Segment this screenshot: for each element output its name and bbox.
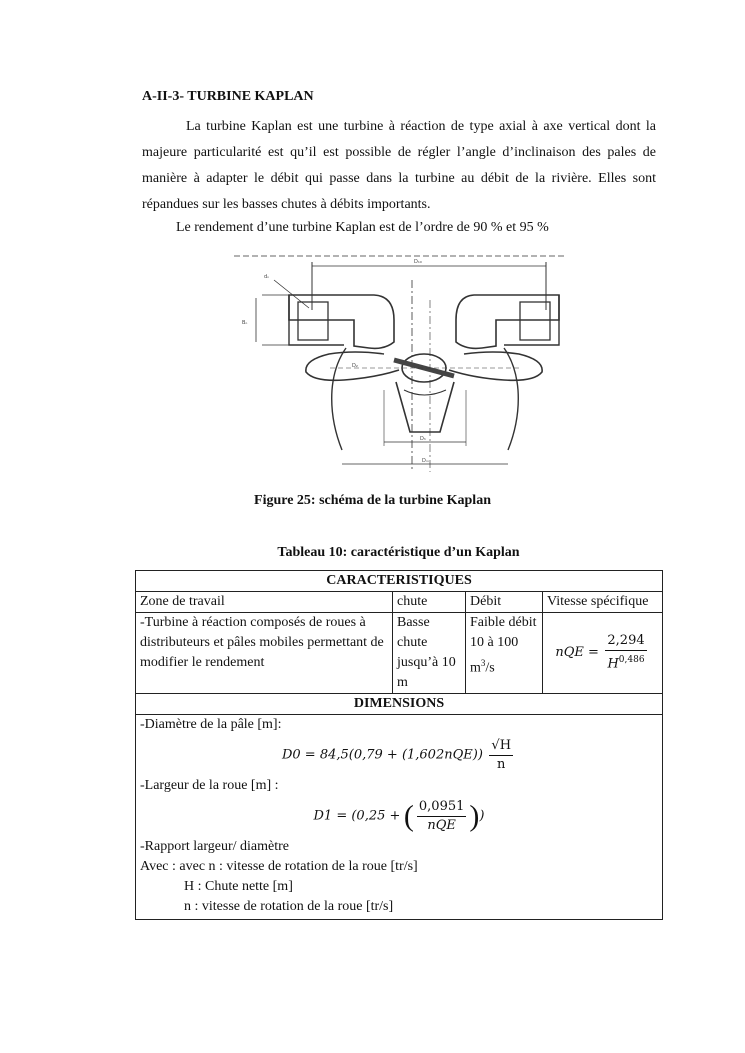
cell-vitesse	[543, 613, 663, 694]
d0-lhs: D0 = 84,5(0,79 + (1,602nQE))	[281, 747, 483, 763]
section-characteristics: CARACTERISTIQUES	[136, 571, 663, 592]
table-header-row	[136, 592, 663, 613]
section-dimensions: DIMENSIONS	[136, 694, 663, 715]
debit-text: Faible débit 10 à 100 m	[470, 615, 537, 676]
d1-end: )	[479, 808, 485, 824]
header-chute: chute	[393, 592, 466, 613]
figure-label-top: D₁₀	[414, 259, 422, 265]
d0-denominator: n	[497, 757, 506, 772]
debit-unit: /s	[485, 660, 495, 676]
figure-caption: Figure 25: schéma de la turbine Kaplan	[254, 493, 491, 508]
cell-zone: -Turbine à réaction composés de roues à distributeurs et pâles mobiles permettant de modifier le rendement	[136, 613, 393, 694]
nqe-denominator	[605, 651, 646, 673]
table-row	[136, 613, 663, 694]
d1-numerator: 0,0951	[417, 798, 467, 817]
nqe-lhs: nQE =	[555, 645, 599, 661]
table-caption: Tableau 10: caractéristique d’un Kaplan	[277, 545, 520, 560]
debit-exponent: 3	[480, 658, 486, 668]
intro-paragraph: La turbine Kaplan est une turbine à réaction de type axial à axe vertical dont la majeure particularité est qu’il est possible de régler l’angle d’inclinaison des pales de manière à adapter le débit qui passe dans la turbine au débit de la rivière. Elles sont répandues sur les basses chutes à débits importants.	[142, 119, 656, 212]
cell-debit	[466, 613, 543, 694]
label-blade-diameter: -Diamètre de la pâle [m]:	[140, 717, 282, 732]
definition-h: H : Chute nette [m]	[184, 879, 293, 894]
nqe-numerator: 2,294	[605, 632, 646, 651]
d0-fraction	[489, 737, 513, 774]
figure-label-left-small: dₙ	[264, 274, 270, 280]
section-heading: A-II-3- TURBINE KAPLAN	[142, 89, 314, 104]
formula-d1: D1 = (0,25 + ( $\frac{0,0951}{\text{nQE}}$ ))	[313, 799, 485, 833]
kaplan-characteristics-table	[135, 570, 663, 920]
efficiency-paragraph: Le rendement d’une turbine Kaplan est de l’ordre de 90 % et 95 %	[176, 220, 549, 235]
figure-label-center-width: Dₕ	[420, 436, 426, 442]
label-wheel-width: -Largeur de la roue [m] :	[140, 778, 279, 793]
kaplan-turbine-diagram	[234, 250, 568, 478]
figure-label-inner: D₂	[352, 363, 358, 369]
nqe-den-exp: 0,486	[618, 655, 645, 666]
header-vitesse: Vitesse spécifique	[543, 592, 663, 613]
figure-label-bottom-width: Dₘ	[422, 458, 429, 464]
nqe-fraction	[605, 632, 646, 673]
cell-chute: Basse chute jusqu’à 10 m	[393, 613, 466, 694]
d1-denominator: nQE	[427, 818, 456, 833]
header-zone: Zone de travail	[136, 592, 393, 613]
header-debit: Débit	[466, 592, 543, 613]
label-ratio: -Rapport largeur/ diamètre	[140, 839, 290, 854]
d1-fraction	[417, 798, 467, 835]
formula-d0	[140, 737, 658, 774]
nqe-den-base: H	[607, 656, 619, 672]
d0-numerator: √H	[489, 737, 513, 756]
d1-lhs: D1 = (0,25 +	[313, 808, 401, 824]
definition-n: Avec : avec n : vitesse de rotation de la roue [tr/s]	[140, 859, 418, 874]
dimensions-cell	[136, 715, 663, 920]
figure-label-height: Bₒ	[242, 320, 248, 326]
definition-n-repeat: n : vitesse de rotation de la roue [tr/s]	[184, 899, 394, 914]
